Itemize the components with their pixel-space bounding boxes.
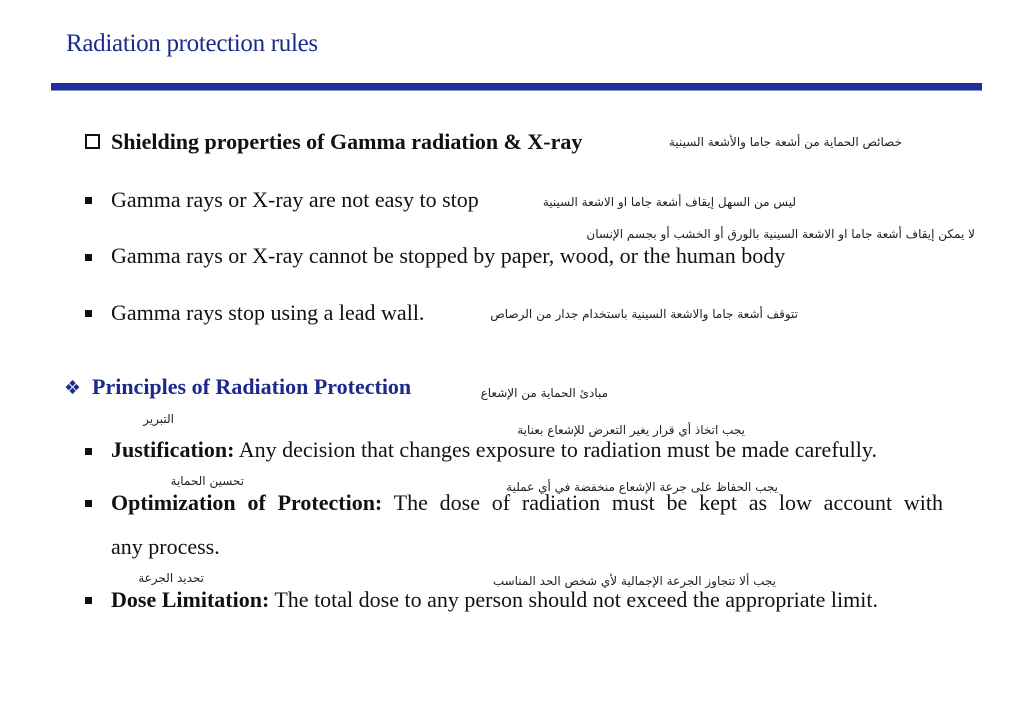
optimization-text-line2: any process. bbox=[111, 534, 220, 559]
principles-heading-arabic: مبادئ الحماية من الإشعاع bbox=[480, 386, 608, 400]
diamond-bullet-icon: ❖ bbox=[64, 378, 82, 399]
dose-limitation-term-arabic: تحديد الجرعة bbox=[138, 571, 204, 585]
dose-limitation-arabic: يجب ألا تتجاوز الجرعة الإجمالية لأي شخص الحد المناسب bbox=[492, 574, 776, 588]
square-bullet-icon bbox=[85, 197, 92, 204]
dose-limitation-text: The total dose to any person should not exceed the appropriate limit. bbox=[269, 587, 878, 612]
square-bullet-icon bbox=[85, 500, 92, 507]
bullet-cannot-be-stopped: Gamma rays or X-ray cannot be stopped by paper, wood, or the human body bbox=[111, 243, 786, 268]
shielding-heading-arabic: خصائص الحماية من أشعة جاما والأشعة السينية bbox=[668, 135, 902, 149]
justification-term: Justification: bbox=[111, 437, 235, 462]
justification-text: Any decision that changes exposure to radiation must be made carefully. bbox=[234, 437, 877, 462]
optimization-item bbox=[111, 490, 943, 516]
page-title: Radiation protection rules bbox=[66, 30, 318, 57]
title-divider bbox=[51, 83, 982, 91]
square-bullet-icon bbox=[85, 254, 92, 261]
dose-limitation-term: Dose Limitation: bbox=[111, 587, 270, 612]
bullet-not-easy-to-stop-arabic: ليس من السهل إيقاف أشعة جاما او الاشعة السينية bbox=[542, 195, 796, 209]
optimization-term-arabic: تحسين الحماية bbox=[170, 474, 244, 488]
bullet-lead-wall: Gamma rays stop using a lead wall. bbox=[111, 300, 425, 325]
justification-item bbox=[111, 437, 877, 463]
square-bullet-icon bbox=[85, 448, 92, 455]
justification-arabic: يجب اتخاذ أي قرار يغير التعرض للإشعاع بعناية bbox=[517, 423, 745, 437]
bullet-cannot-be-stopped-arabic: لا يمكن إيقاف أشعة جاما او الاشعة السينية بالورق أو الخشب أو بجسم الإنسان bbox=[586, 227, 975, 241]
square-bullet-icon bbox=[85, 597, 92, 604]
shielding-heading: Shielding properties of Gamma radiation & X-ray bbox=[111, 129, 583, 154]
justification-term-arabic: التبرير bbox=[143, 412, 174, 426]
optimization-term: Optimization of Protection: bbox=[111, 490, 383, 515]
dose-limitation-item bbox=[111, 587, 878, 613]
square-bullet-icon bbox=[85, 310, 92, 317]
bullet-not-easy-to-stop: Gamma rays or X-ray are not easy to stop bbox=[111, 187, 479, 212]
checkbox-bullet-icon bbox=[85, 134, 100, 149]
principles-heading: Principles of Radiation Protection bbox=[92, 374, 412, 399]
optimization-arabic: يجب الحفاظ على جرعة الإشعاع منخفضة في أي عملية bbox=[506, 480, 778, 494]
optimization-text: The dose of radiation must be kept as low account with bbox=[382, 490, 943, 515]
bullet-lead-wall-arabic: تتوقف أشعة جاما والاشعة السينية باستخدام جدار من الرصاص bbox=[490, 307, 798, 321]
